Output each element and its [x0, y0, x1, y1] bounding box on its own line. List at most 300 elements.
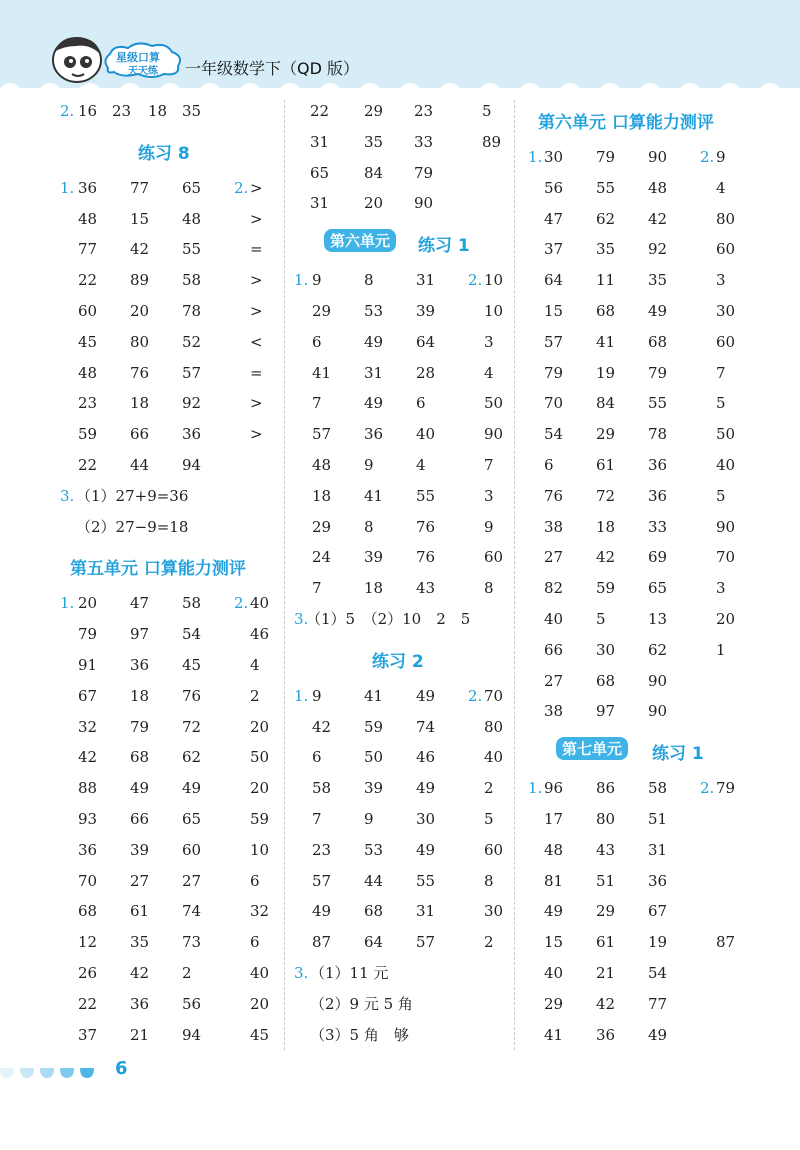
answer-value: 12 [78, 933, 98, 952]
answer-value: 10 [250, 840, 270, 859]
answer-value: 57 [544, 332, 564, 351]
answer-value: 42 [130, 240, 150, 259]
answer-value: 28 [416, 363, 436, 382]
answer-value: 51 [648, 809, 668, 828]
answer-value: 61 [596, 455, 616, 474]
answer-value: 30 [596, 640, 616, 659]
answer-value: 35 [130, 933, 150, 952]
answer-value: 22 [78, 271, 98, 290]
answer-row [60, 896, 275, 927]
answer-value: 58 [182, 594, 202, 613]
answer-value: 8 [484, 579, 494, 598]
answer-row [528, 958, 768, 989]
answer-value: 36 [596, 1025, 616, 1044]
answer-value: 55 [416, 486, 436, 505]
answer-value: 48 [544, 840, 564, 859]
answer-row [60, 450, 275, 481]
section-title: 练习 8 [138, 143, 190, 164]
answer-value: 38 [544, 517, 564, 536]
answer-value: > [250, 425, 263, 444]
answer-value: = [250, 363, 263, 382]
answer-column-1 [60, 96, 275, 1050]
answer-value: 48 [78, 209, 98, 228]
answer-value: 87 [312, 933, 332, 952]
answer-value: 65 [182, 178, 202, 197]
page-number: 6 [115, 1058, 128, 1079]
answer-value: 88 [78, 779, 98, 798]
answer-value: 23 [312, 840, 332, 859]
answer-row [60, 773, 275, 804]
answer-value: 47 [544, 209, 564, 228]
answer-value: 45 [182, 655, 202, 674]
answer-value: 21 [130, 1025, 150, 1044]
answer-value: 79 [78, 625, 98, 644]
answer-row [294, 542, 509, 573]
answer-value: 18 [312, 486, 332, 505]
answer-value: 9 [484, 517, 494, 536]
question-number: 3. [60, 486, 75, 505]
answer-row [60, 481, 275, 512]
answer-row [60, 650, 275, 681]
answer-value: 37 [544, 240, 564, 259]
answer-value: 42 [130, 963, 150, 982]
answer-value: 9 [312, 271, 322, 290]
answer-value: 43 [416, 579, 436, 598]
answer-value: 20 [364, 194, 384, 213]
answer-value: 23 [414, 102, 434, 120]
answer-value: 9 [312, 686, 322, 705]
answer-value: 20 [130, 301, 150, 320]
answer-row [528, 204, 768, 235]
answer-value: 79 [130, 717, 150, 736]
answer-row [294, 158, 509, 189]
answer-value: > [250, 301, 263, 320]
answer-value: 18 [596, 517, 616, 536]
answer-row [60, 958, 275, 989]
answer-value: 7 [312, 809, 322, 828]
answer-value: 32 [78, 717, 98, 736]
answer-text: （2）27−9=18 [76, 517, 189, 536]
section-title: 练习 1 [652, 744, 704, 765]
answer-row [528, 481, 768, 512]
answer-value: 56 [182, 994, 202, 1013]
answer-row [60, 742, 275, 773]
answer-value: 20 [250, 717, 270, 736]
answer-value: 54 [544, 425, 564, 444]
answer-value: 60 [484, 548, 504, 567]
answer-value: 4 [250, 655, 260, 674]
answer-row [528, 327, 768, 358]
answer-value: 53 [364, 840, 384, 859]
answer-value: 48 [78, 363, 98, 382]
answer-value: 60 [484, 840, 504, 859]
answer-value: 30 [416, 809, 436, 828]
answer-value: 31 [310, 132, 330, 151]
answer-row [60, 204, 275, 235]
answer-value: 58 [312, 779, 332, 798]
question-number: 1. [60, 178, 75, 197]
answer-value: 43 [596, 840, 616, 859]
answer-row [528, 358, 768, 389]
answer-value: 54 [648, 963, 668, 982]
answer-value: 94 [182, 455, 202, 474]
answer-value: 36 [648, 486, 668, 505]
answer-value: 29 [544, 994, 564, 1013]
section-heading [60, 542, 275, 588]
section-heading [294, 635, 509, 681]
answer-value: 79 [544, 363, 564, 382]
answer-value: 49 [416, 840, 436, 859]
answer-value: 68 [648, 332, 668, 351]
answer-row [60, 234, 275, 265]
answer-value: 79 [716, 779, 736, 798]
answer-value: 68 [596, 671, 616, 690]
answer-row [294, 327, 509, 358]
answer-row [528, 866, 768, 897]
answer-value: 39 [364, 548, 384, 567]
question-number: 2. [700, 779, 715, 798]
answer-value: 31 [416, 902, 436, 921]
question-number: 1. [60, 594, 75, 613]
answer-value: 20 [78, 594, 98, 613]
answer-value: = [250, 240, 263, 259]
section-title: 练习 2 [372, 651, 424, 672]
answer-value: 10 [484, 301, 504, 320]
answer-value: 41 [312, 363, 332, 382]
answer-value: 29 [364, 102, 384, 120]
answer-value: 70 [716, 548, 736, 567]
answer-value: 49 [182, 779, 202, 798]
answer-value: 60 [78, 301, 98, 320]
answer-value: 86 [596, 779, 616, 798]
answer-value: 18 [130, 394, 150, 413]
logo-text-bottom: 天天练 [128, 66, 158, 77]
answer-value: 40 [484, 748, 504, 767]
answer-value: 19 [596, 363, 616, 382]
answer-value: 9 [364, 809, 374, 828]
answer-row [60, 712, 275, 743]
answer-row [294, 1020, 509, 1051]
answer-value: 51 [596, 871, 616, 890]
answer-row [294, 604, 509, 635]
section-title: 第六单元 口算能力测评 [538, 113, 714, 133]
answer-value: 90 [414, 194, 434, 213]
answer-value: 26 [78, 963, 98, 982]
answer-value: 16 [78, 102, 98, 120]
answer-value: 87 [716, 933, 736, 952]
answer-value: 94 [182, 1025, 202, 1044]
answer-value: 90 [648, 148, 668, 166]
answer-row [294, 512, 509, 543]
answer-row [528, 142, 768, 173]
answer-value: 36 [78, 840, 98, 859]
answer-value: 30 [484, 902, 504, 921]
answer-value: 74 [182, 902, 202, 921]
logo-text-top: 星级口算 [116, 51, 160, 64]
answer-value: 7 [312, 394, 322, 413]
answer-value: 39 [416, 301, 436, 320]
section-title: 第五单元 口算能力测评 [70, 559, 246, 580]
answer-value: 49 [416, 686, 436, 705]
answer-column-2 [294, 96, 509, 1050]
answer-row [528, 927, 768, 958]
section-heading [528, 96, 768, 142]
answer-value: 57 [312, 871, 332, 890]
answer-value: 36 [130, 655, 150, 674]
answer-value: 39 [130, 840, 150, 859]
answer-row [528, 604, 768, 635]
answer-value: 23 [112, 102, 132, 120]
answer-value: 62 [648, 640, 668, 659]
answer-value: > [250, 271, 263, 290]
answer-value: 77 [648, 994, 668, 1013]
answer-value: 49 [364, 394, 384, 413]
answer-row [294, 742, 509, 773]
answer-value: 66 [544, 640, 564, 659]
answer-value: 60 [716, 332, 736, 351]
answer-value: 27 [544, 671, 564, 690]
answer-row [60, 296, 275, 327]
answer-row [528, 989, 768, 1020]
answer-value: 20 [250, 994, 270, 1013]
answer-value: 29 [596, 902, 616, 921]
answer-value: < [250, 332, 263, 351]
answer-value: 89 [482, 132, 502, 151]
answer-value: 35 [648, 271, 668, 290]
answer-value: 96 [544, 779, 564, 798]
answer-value: 2 [182, 963, 192, 982]
answer-value: 15 [130, 209, 150, 228]
answer-row [528, 296, 768, 327]
answer-value: 22 [78, 455, 98, 474]
answer-value: 5 [716, 394, 726, 413]
answer-row [294, 835, 509, 866]
answer-value: 36 [648, 455, 668, 474]
answer-value: 5 [716, 486, 726, 505]
answer-value: 58 [182, 271, 202, 290]
answer-value: 72 [596, 486, 616, 505]
answer-value: 92 [182, 394, 202, 413]
answer-row [528, 835, 768, 866]
answer-row [60, 419, 275, 450]
answer-value: 79 [596, 148, 616, 166]
answer-row [528, 450, 768, 481]
answer-value: 49 [416, 779, 436, 798]
answer-column-3 [528, 96, 768, 1050]
answer-value: 91 [78, 655, 98, 674]
answer-value: 57 [312, 425, 332, 444]
answer-row [294, 896, 509, 927]
answer-row [528, 265, 768, 296]
answer-value: 36 [648, 871, 668, 890]
answer-value: 35 [182, 102, 202, 120]
answer-value: 9 [364, 455, 374, 474]
answer-value: 59 [250, 809, 270, 828]
answer-row [294, 989, 509, 1020]
answer-row [60, 173, 275, 204]
answer-value: 52 [182, 332, 202, 351]
answer-value: 6 [544, 455, 554, 474]
answer-value: 76 [544, 486, 564, 505]
answer-value: 4 [484, 363, 494, 382]
answer-value: 49 [130, 779, 150, 798]
answer-value: 79 [414, 163, 434, 182]
answer-value: 44 [364, 871, 384, 890]
answer-value: 8 [364, 271, 374, 290]
answer-value: 90 [716, 517, 736, 536]
answer-value: 33 [648, 517, 668, 536]
answer-value: 68 [78, 902, 98, 921]
answer-value: 6 [416, 394, 426, 413]
answer-value: 7 [716, 363, 726, 382]
answer-value: 55 [182, 240, 202, 259]
answer-value: 76 [416, 548, 436, 567]
answer-row [60, 619, 275, 650]
answer-value: 57 [182, 363, 202, 382]
answer-row [528, 573, 768, 604]
brand-logo [100, 40, 186, 80]
answer-value: 4 [716, 178, 726, 197]
answer-value: 77 [130, 178, 150, 197]
answer-value: 6 [312, 332, 322, 351]
answer-value: 40 [250, 594, 270, 613]
answer-value: 8 [364, 517, 374, 536]
unit-badge: 第七单元 [556, 737, 628, 760]
answer-row [528, 1020, 768, 1051]
answer-value: 20 [250, 779, 270, 798]
answer-value: 60 [182, 840, 202, 859]
answer-value: 79 [648, 363, 668, 382]
answer-value: 81 [544, 871, 564, 890]
answer-value: 35 [596, 240, 616, 259]
answer-value: 39 [364, 779, 384, 798]
answer-row [528, 804, 768, 835]
answer-value: 27 [182, 871, 202, 890]
answer-value: 9 [716, 148, 726, 166]
answer-value: 48 [182, 209, 202, 228]
answer-row [294, 681, 509, 712]
column-divider [514, 100, 515, 1050]
answer-row [294, 388, 509, 419]
answer-value: 48 [648, 178, 668, 197]
answer-value: 15 [544, 301, 564, 320]
footer-decoration [0, 1060, 120, 1084]
answer-value: 18 [130, 686, 150, 705]
answer-value: 76 [416, 517, 436, 536]
answer-row [294, 358, 509, 389]
answer-value: 62 [182, 748, 202, 767]
answer-value: 49 [312, 902, 332, 921]
question-number: 2. [700, 148, 715, 166]
answer-value: 84 [596, 394, 616, 413]
answer-value: 66 [130, 425, 150, 444]
answer-row [60, 96, 275, 127]
answer-value: 44 [130, 455, 150, 474]
answer-row [60, 1020, 275, 1051]
answer-value: 61 [130, 902, 150, 921]
answer-value: 40 [416, 425, 436, 444]
answer-value: 97 [596, 702, 616, 721]
answer-value: 48 [312, 455, 332, 474]
answer-value: 7 [312, 579, 322, 598]
answer-value: 68 [364, 902, 384, 921]
answer-value: 77 [78, 240, 98, 259]
answer-value: 46 [416, 748, 436, 767]
answer-value: 40 [544, 963, 564, 982]
answer-row [60, 388, 275, 419]
answer-row [294, 927, 509, 958]
answer-value: 18 [148, 102, 168, 120]
answer-value: 90 [648, 671, 668, 690]
question-number: 3. [294, 963, 309, 982]
answer-value: 17 [544, 809, 564, 828]
answer-row [528, 542, 768, 573]
answer-value: 46 [250, 625, 270, 644]
book-title: 一年级数学下（QD 版） [185, 59, 360, 78]
answer-text: （2）9 元 5 角 [310, 994, 413, 1013]
answer-value: 29 [596, 425, 616, 444]
answer-value: 68 [596, 301, 616, 320]
answer-row [528, 896, 768, 927]
answer-value: 6 [250, 933, 260, 952]
answer-value: 59 [78, 425, 98, 444]
answer-value: 50 [364, 748, 384, 767]
answer-value: 6 [312, 748, 322, 767]
answer-value: 6 [250, 871, 260, 890]
answer-value: 24 [312, 548, 332, 567]
answer-value: 33 [414, 132, 434, 151]
answer-value: 42 [648, 209, 668, 228]
answer-row [294, 265, 509, 296]
answer-value: 50 [484, 394, 504, 413]
answer-value: 50 [250, 748, 270, 767]
answer-value: 90 [648, 702, 668, 721]
answer-row [294, 712, 509, 743]
answer-value: 30 [716, 301, 736, 320]
answer-value: 41 [596, 332, 616, 351]
answer-row [294, 866, 509, 897]
answer-text: （3）5 角 够 [310, 1025, 409, 1044]
answer-row [528, 635, 768, 666]
answer-value: 55 [596, 178, 616, 197]
answer-row [528, 773, 768, 804]
answer-row [528, 696, 768, 727]
answer-row [294, 188, 509, 219]
answer-value: 70 [484, 686, 504, 705]
answer-value: 57 [416, 933, 436, 952]
answer-value: 62 [596, 209, 616, 228]
answer-value: 8 [484, 871, 494, 890]
question-number: 2. [234, 178, 249, 197]
answer-value: 42 [596, 994, 616, 1013]
answer-value: 13 [648, 609, 668, 628]
answer-value: 54 [182, 625, 202, 644]
answer-row [60, 512, 275, 543]
answer-value: 41 [364, 486, 384, 505]
answer-row [294, 773, 509, 804]
answer-value: 36 [130, 994, 150, 1013]
answer-value: 36 [182, 425, 202, 444]
answer-value: 45 [78, 332, 98, 351]
section-heading [294, 219, 509, 265]
question-number: 1. [294, 686, 309, 705]
answer-value: 59 [364, 717, 384, 736]
answer-value: 49 [648, 1025, 668, 1044]
question-number: 2. [468, 271, 483, 290]
answer-value: 89 [130, 271, 150, 290]
answer-row [294, 419, 509, 450]
answer-value: 68 [130, 748, 150, 767]
